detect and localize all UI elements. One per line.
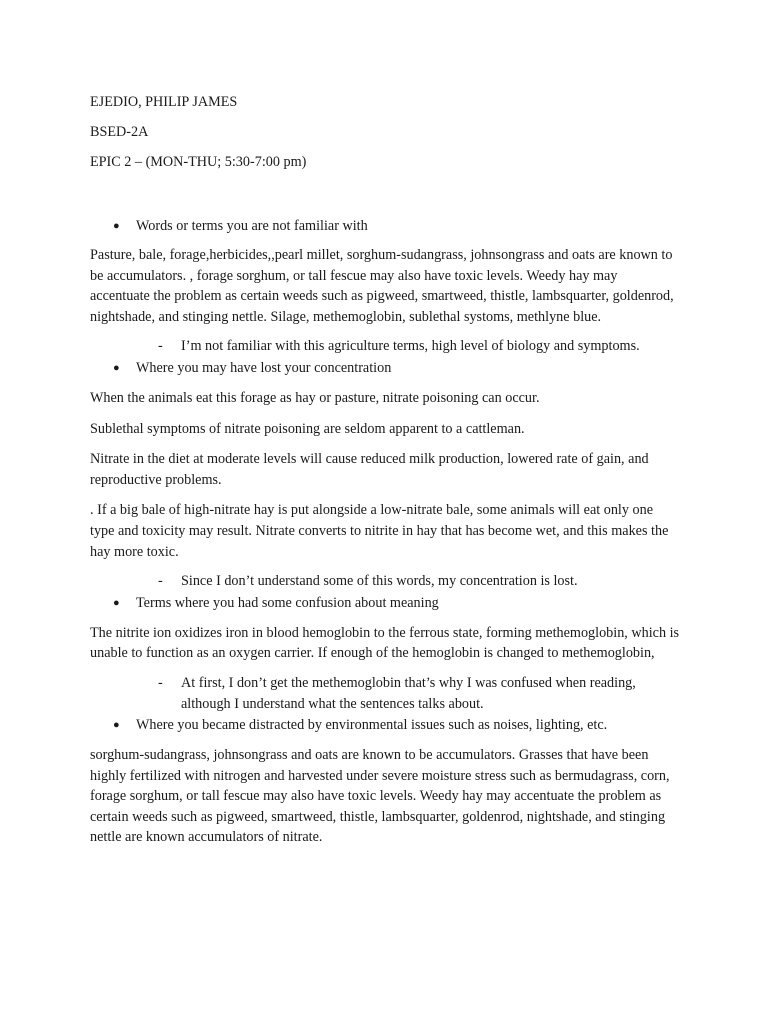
dash-icon: -: [158, 674, 163, 691]
bullet-icon: ●: [113, 361, 120, 374]
dash-icon: -: [158, 573, 163, 590]
bullet-icon: ●: [113, 719, 120, 732]
response-item: [90, 336, 680, 357]
bullet-icon: ●: [113, 596, 120, 609]
bullet-text: Terms where you had some confusion about meaning: [136, 594, 439, 611]
body-paragraph: Nitrate in the diet at moderate levels will cause reduced milk production, lowered rate of gain, and reproductive problems.: [90, 451, 649, 488]
bullet-item: [90, 593, 680, 613]
response-text: At first, I don’t get the methemoglobin that’s why I was confused when reading, although I understand what the sentences talks about.: [181, 674, 636, 712]
response-text: Since I don’t understand some of this words, my concentration is lost.: [181, 573, 578, 590]
bullet-item: [90, 715, 680, 735]
body-paragraph: Sublethal symptoms of nitrate poisoning are seldom apparent to a cattleman.: [90, 420, 525, 437]
bullet-text: Words or terms you are not familiar with: [136, 218, 368, 234]
bullet-icon: ●: [113, 220, 120, 232]
body-paragraph: When the animals eat this forage as hay or pasture, nitrate poisoning can occur.: [90, 389, 540, 406]
student-section: BSED-2A: [90, 124, 149, 140]
student-name: EJEDIO, PHILIP JAMES: [90, 94, 238, 110]
bullet-text: Where you became distracted by environmental issues such as noises, lighting, etc.: [136, 717, 608, 734]
body-paragraph: . If a big bale of high-nitrate hay is put alongside a low-nitrate bale, some animals will eat only one type and toxicity may result. Nitrate converts to nitrite in hay that has become wet, and this makes the hay more toxic.: [90, 502, 669, 560]
bullet-item: [90, 358, 680, 378]
body-paragraph: Pasture, bale, forage,herbicides,,pearl millet, sorghum-sudangrass, johnsongrass and oats are known to be accumulators. , forage sorghum, or tall fescue may also have toxic levels. Weedy hay may accentuate the problem as certain weeds such as pigweed, smartweed, thistle, lambsquarter, goldenrod, nightshade, and stinging nettle. Silage, methemoglobin, sublethal systoms, methlyne blue.: [90, 247, 674, 325]
bullet-item: [90, 216, 680, 236]
body-paragraph: sorghum-sudangrass, johnsongrass and oats are known to be accumulators. Grasses that have been highly fertilized with nitrogen and harvested under severe moisture stress such as bermudagrass, corn, forage sorghum, or tall fescue may also have toxic levels. Weedy hay may accentuate the problem as certain weeds such as pigweed, smartweed, thistle, lambsquarter, goldenrod, nightshade, and stinging nettle are known accumulators of nitrate.: [90, 747, 670, 846]
body-paragraph: The nitrite ion oxidizes iron in blood hemoglobin to the ferrous state, forming methemoglobin, which is unable to function as an oxygen carrier. If enough of the hemoglobin is changed to methemoglobin,: [90, 624, 680, 662]
response-item: [90, 673, 680, 714]
document-page: [90, 92, 680, 848]
dash-icon: -: [158, 338, 163, 355]
class-schedule: EPIC 2 – (MON-THU; 5:30-7:00 pm): [90, 154, 307, 170]
bullet-text: Where you may have lost your concentration: [136, 359, 392, 376]
response-item: [90, 571, 680, 592]
response-text: I’m not familiar with this agriculture terms, high level of biology and symptoms.: [181, 338, 640, 355]
